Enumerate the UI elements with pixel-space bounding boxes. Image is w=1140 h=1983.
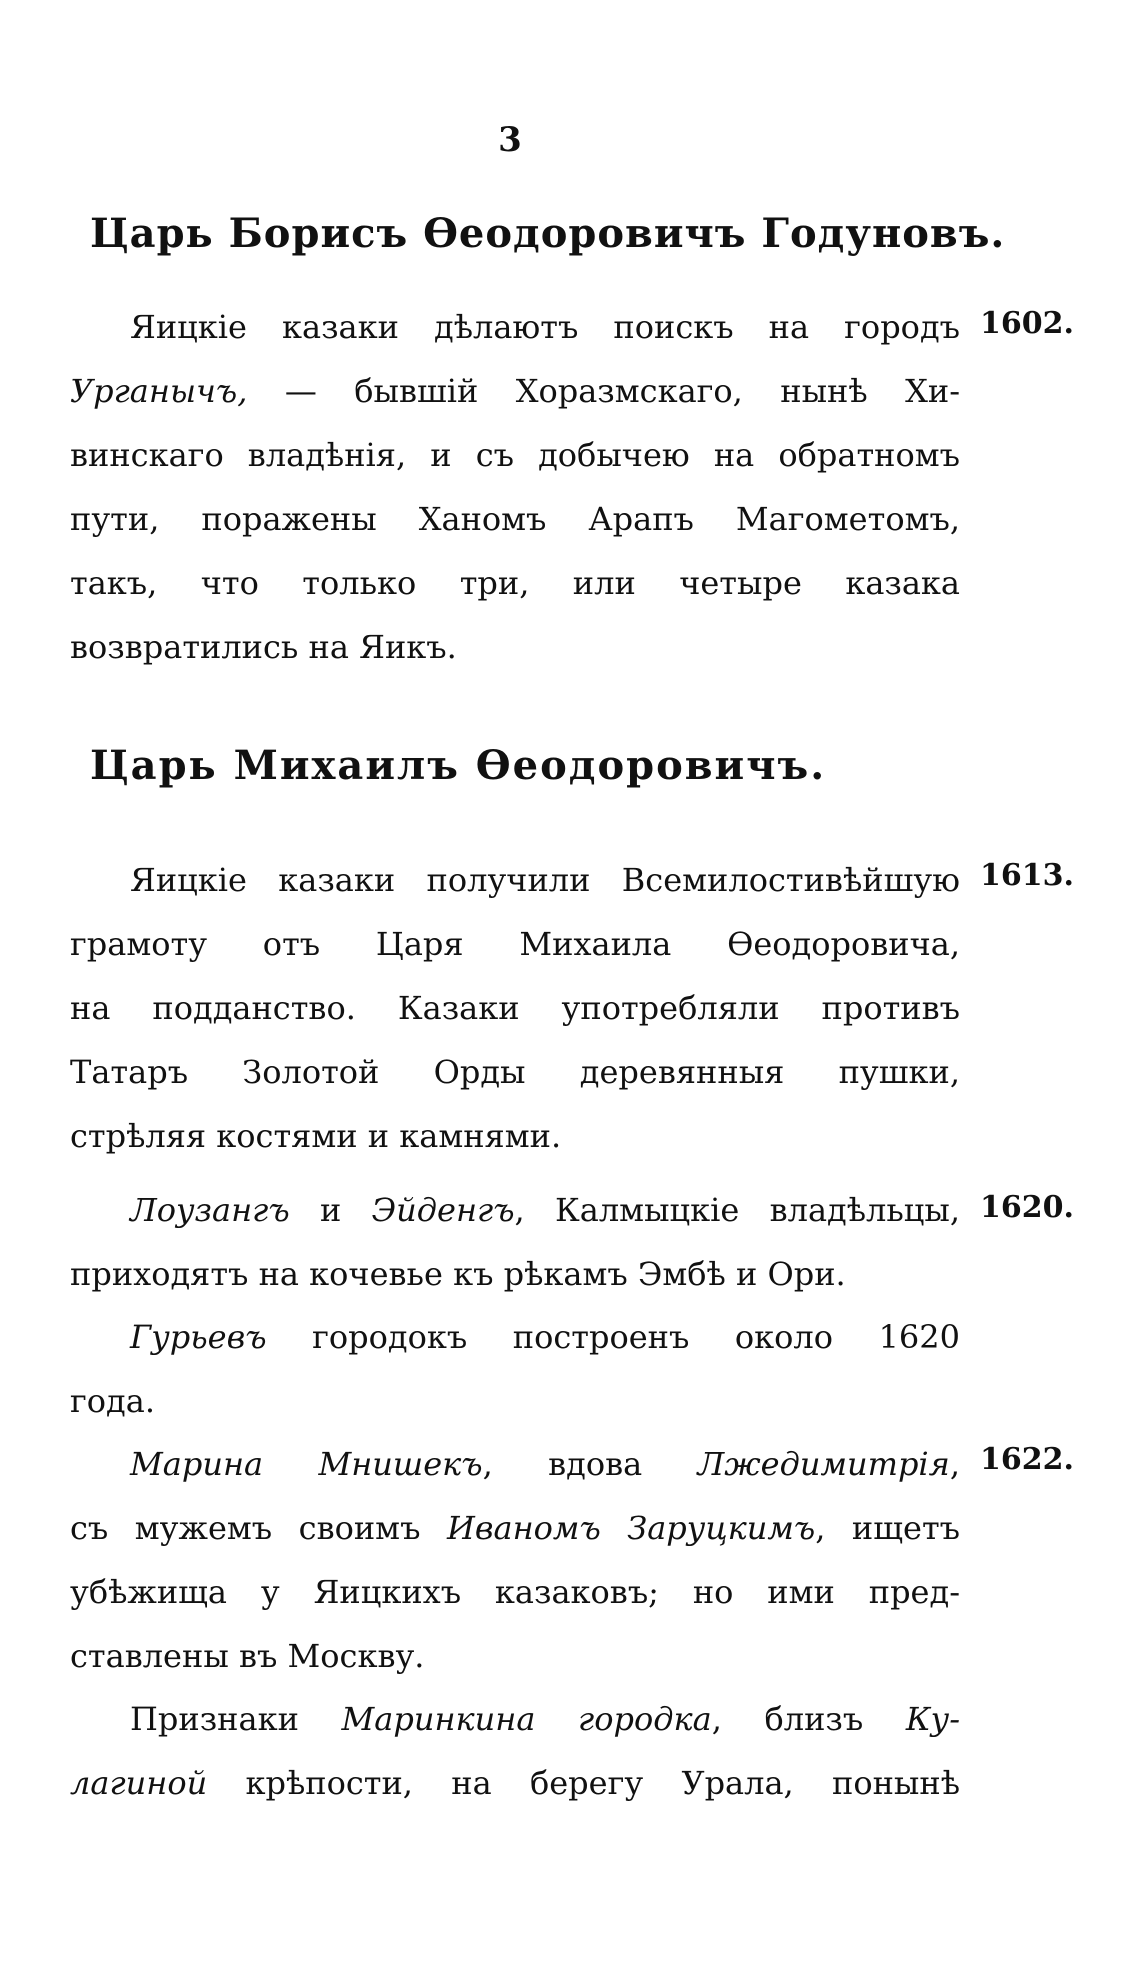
text-line: Татаръ Золотой Орды деревянныя пушки, (70, 1053, 960, 1091)
text-line: стрѣляя костями и камнями. (70, 1117, 562, 1155)
text-line: Лоузангъ и Эйденгъ, Калмыцкіе владѣльцы, (130, 1191, 960, 1229)
text-line: такъ, что только три, или четыре казака (70, 564, 960, 602)
paragraph-kalmyk-rulers (70, 1178, 960, 1306)
paragraph-guryev (70, 1305, 960, 1433)
text-line: винскаго владѣнія, и съ добычею на обратномъ (70, 436, 960, 474)
year-marker-1602: 1602. (980, 306, 1074, 341)
text-line: пути, поражены Ханомъ Арапъ Магометомъ, (70, 500, 960, 538)
text-line: Урганычъ, — бывшій Хоразмскаго, нынѣ Хи- (70, 372, 960, 410)
text-line: лагиной крѣпости, на берегу Урала, понынѣ (70, 1764, 960, 1802)
text-line: съ мужемъ своимъ Иваномъ Заруцкимъ, ищетъ (70, 1509, 960, 1547)
text-line: года. (70, 1382, 155, 1420)
paragraph-charter-1613 (70, 848, 960, 1168)
page-number: 3 (498, 120, 522, 160)
paragraph-yaik-cossacks-urganch (70, 295, 960, 679)
text-line: приходятъ на кочевье къ рѣкамъ Эмбѣ и Ори. (70, 1255, 846, 1293)
paragraph-marinkin-town (70, 1687, 960, 1815)
text-line: возвратились на Яикъ. (70, 628, 457, 666)
year-marker-1613: 1613. (980, 858, 1074, 893)
section-heading-mikhail: Царь Михаилъ Өеодоровичъ. (90, 742, 827, 789)
text-line: на подданство. Казаки употребляли противъ (70, 989, 960, 1027)
text-line: Признаки Маринкина городка, близъ Ку- (130, 1700, 960, 1738)
year-marker-1622: 1622. (980, 1442, 1074, 1477)
year-marker-1620: 1620. (980, 1190, 1074, 1225)
text-line: Яицкіе казаки дѣлаютъ поискъ на городъ (130, 308, 960, 346)
section-heading-godunov: Царь Борисъ Өеодоровичъ Годуновъ. (90, 210, 1006, 257)
text-line: ставлены въ Москву. (70, 1637, 425, 1675)
text-line: Гурьевъ городокъ построенъ около 1620 (130, 1318, 960, 1356)
paragraph-marina-mniszech (70, 1432, 960, 1688)
text-line: убѣжища у Яицкихъ казаковъ; но ими пред- (70, 1573, 960, 1611)
text-line: Яицкіе казаки получили Всемилостивѣйшую (130, 861, 960, 899)
text-line: грамоту отъ Царя Михаила Өеодоровича, (70, 925, 960, 963)
text-line: Марина Мнишекъ, вдова Лжедимитрія, (130, 1445, 960, 1483)
